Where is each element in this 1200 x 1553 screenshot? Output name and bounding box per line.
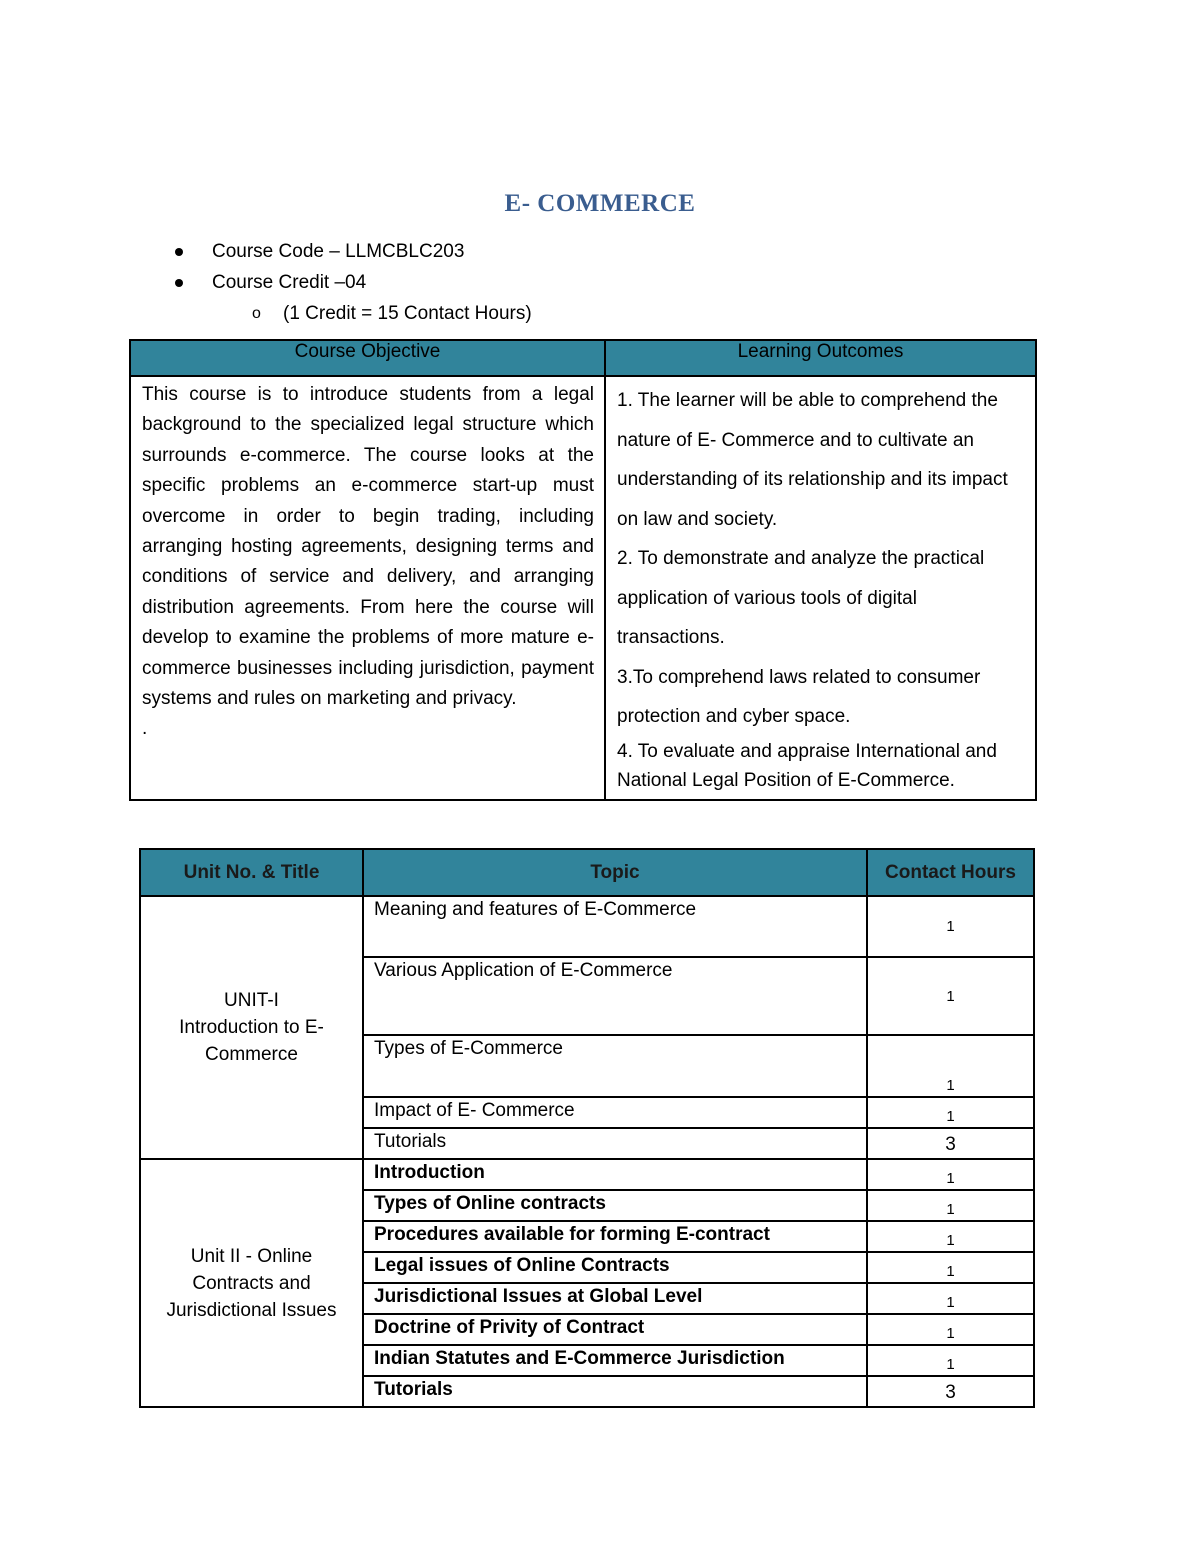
topic-cell: Tutorials [363,1128,867,1159]
hours-cell: 1 [867,1035,1034,1097]
course-objective-cell [130,376,605,800]
topic-cell: Impact of E- Commerce [363,1097,867,1128]
credit-note: (1 Credit = 15 Contact Hours) [283,303,532,324]
bullet-icon [175,248,183,256]
hours-cell: 1 [867,896,1034,957]
outcome-item: 4. To evaluate and appraise International and National Legal Position of E-Commerce. [617,740,997,791]
unit-title-line: Contracts and [192,1272,311,1294]
unit-title-line: Introduction to E- [179,1017,324,1038]
topic-cell: Meaning and features of E-Commerce [363,896,867,957]
outcome-item: 3.To comprehend laws related to consumer protection and cyber space. [617,666,981,727]
course-objective-end: . [142,718,148,740]
hours-cell: 1 [867,1159,1034,1190]
topic-cell: Legal issues of Online Contracts [363,1252,867,1283]
topic-cell: Introduction [363,1159,867,1190]
hours-cell: 1 [867,1314,1034,1345]
hours-cell: 1 [867,1190,1034,1221]
unit-title-line: Jurisdictional Issues [166,1299,337,1321]
hours-cell: 1 [867,1283,1034,1314]
header-topic: Topic [363,849,867,896]
unit-1-title [140,896,363,1159]
hours-cell: 1 [867,1097,1034,1128]
hours-cell: 1 [867,957,1034,1035]
page-title: E- COMMERCE [504,190,696,217]
hours-cell: 3 [867,1128,1034,1159]
unit-title-line: Unit II - Online [190,1245,313,1267]
header-learning-outcomes: Learning Outcomes [605,340,1036,376]
topic-cell: Procedures available for forming E-contract [363,1221,867,1252]
hours-cell: 1 [867,1252,1034,1283]
table-row [140,1159,1034,1190]
topic-cell: Doctrine of Privity of Contract [363,1314,867,1345]
learning-outcomes-cell [605,376,1036,800]
outcome-item: 2. To demonstrate and analyze the practical application of various tools of digital transactions. [617,548,985,648]
header-contact-hours: Contact Hours [867,849,1034,896]
course-credit: Course Credit –04 [212,272,367,293]
header-unit: Unit No. & Title [140,849,363,896]
hours-cell: 3 [867,1376,1034,1407]
course-code: Course Code – LLMCBLC203 [212,241,465,262]
objective-outcomes-table [129,339,1037,801]
topic-cell: Indian Statutes and E-Commerce Jurisdiction [363,1345,867,1376]
topic-cell: Types of E-Commerce [363,1035,867,1097]
unit-title-line: UNIT-I [224,990,279,1011]
hours-cell: 1 [867,1221,1034,1252]
outcome-item: 1. The learner will be able to comprehend the nature of E- Commerce and to cultivate an understanding of its relationship and its impact on law and society. [617,390,1008,530]
hours-cell: 1 [867,1345,1034,1376]
units-table [139,848,1035,1408]
unit-title-line: Commerce [205,1044,298,1065]
bullet-icon [175,279,183,287]
header-course-objective: Course Objective [130,340,605,376]
topic-cell: Jurisdictional Issues at Global Level [363,1283,867,1314]
course-objective-text: This course is to introduce students from a legal background to the specialized legal structure which surrounds e-commerce. The course looks at the specific problems an e-commerce start-up must overcome in order to begin trading, including arranging hosting agreements, designing terms and conditions of service and delivery, and arranging distribution agreements. From here the course will develop to examine the problems of more mature e-commerce businesses including jurisdiction, payment systems and rules on marketing and privacy. [142,384,594,710]
topic-cell: Tutorials [363,1376,867,1407]
sub-bullet-icon: o [252,305,261,322]
topic-cell: Various Application of E-Commerce [363,957,867,1035]
table-row [140,896,1034,957]
unit-2-title [140,1159,363,1407]
topic-cell: Types of Online contracts [363,1190,867,1221]
